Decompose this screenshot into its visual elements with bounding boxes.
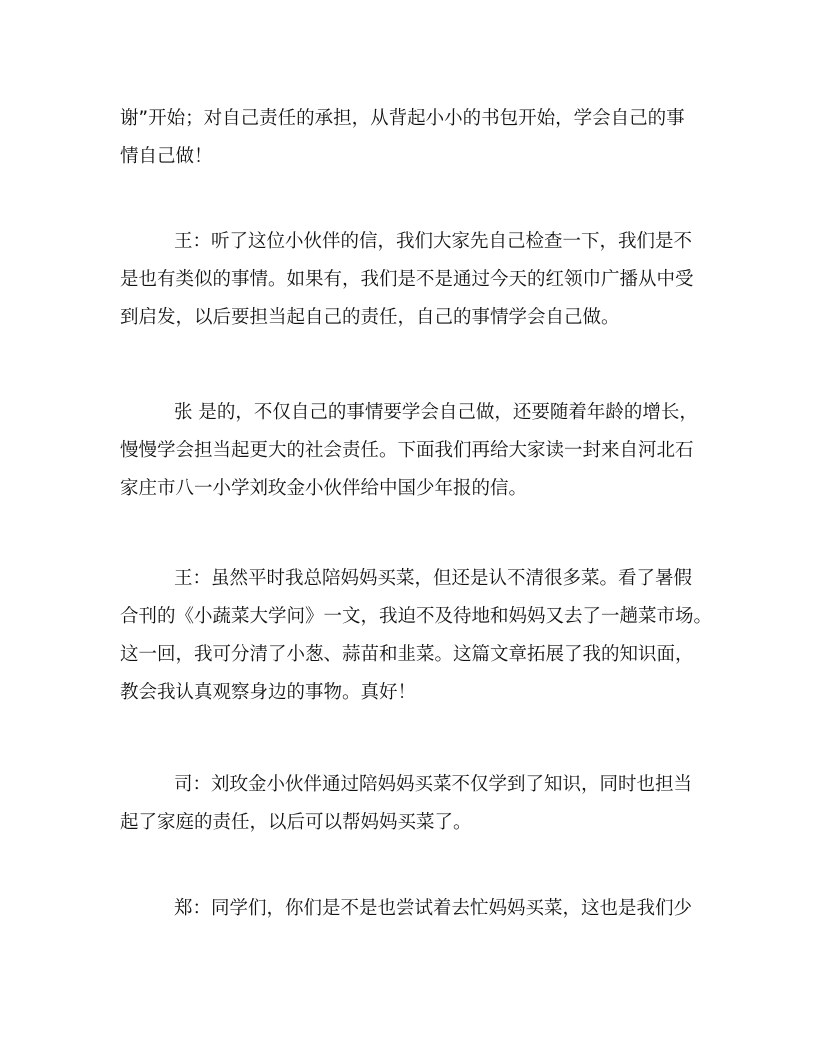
text-line: 是也有类似的事情。如果有，我们是不是通过今天的红领巾广播从中受: [120, 269, 694, 290]
paragraph-5: [120, 766, 700, 842]
text-line: 王：虽然平时我总陪妈妈买菜，但还是认不清很多菜。看了暑假: [174, 568, 693, 589]
text-line: 教会我认真观察身边的事物。真好！: [120, 682, 417, 703]
text-line: 合刊的《小蔬菜大学问》一文，我迫不及待地和妈妈又去了一趟菜市场。: [120, 606, 713, 627]
text-line: 司：刘玫金小伙伴通过陪妈妈买菜不仅学到了知识，同时也担当: [174, 774, 693, 795]
text-line: 起了家庭的责任，以后可以帮妈妈买菜了。: [120, 812, 472, 833]
text-line: 慢慢学会担当起更大的社会责任。下面我们再给大家读一封来自河北石: [120, 440, 694, 461]
paragraph-4: [120, 560, 713, 712]
text-line: 王：听了这位小伙伴的信，我们大家先自己检查一下，我们是不: [174, 231, 693, 252]
text-line: 谢”开始；对自己责任的承担，从背起小小的书包开始，学会自己的事: [120, 108, 685, 129]
text-line: 到启发，以后要担当起自己的责任，自己的事情学会自己做。: [120, 307, 620, 328]
text-line: 家庄市八一小学刘玫金小伙伴给中国少年报的信。: [120, 478, 528, 499]
paragraph-2: [120, 223, 700, 337]
text-line: 郑：同学们，你们是不是也尝试着去忙妈妈买菜，这也是我们少: [174, 898, 693, 919]
text-line: 这一回，我可分清了小葱、蒜苗和韭菜。这篇文章拓展了我的知识面，: [120, 644, 694, 665]
text-line: 张 是的，不仅自己的事情要学会自己做，还要随着年龄的增长，: [174, 402, 698, 423]
paragraph-1: [120, 100, 700, 176]
paragraph-6: [120, 890, 700, 928]
paragraph-3: [120, 394, 700, 508]
text-line: 情自己做！: [120, 146, 213, 167]
